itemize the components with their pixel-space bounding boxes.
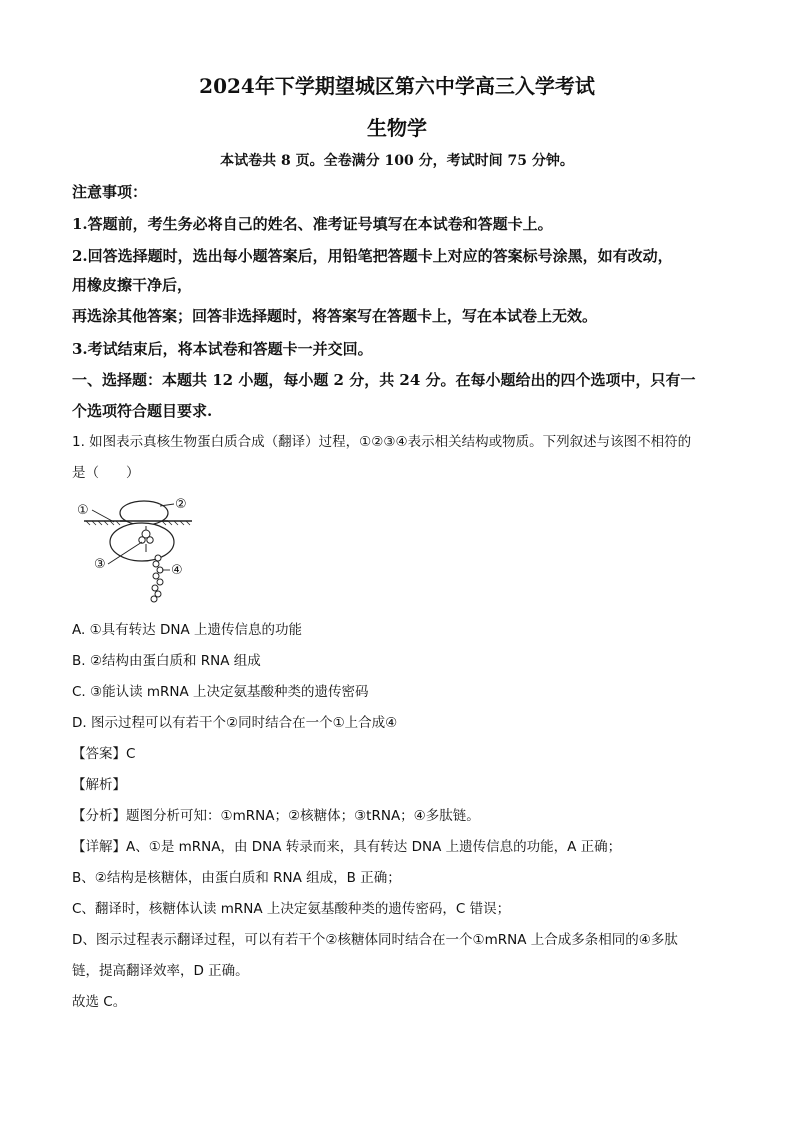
analysis-tag: 【解析】 <box>72 777 126 793</box>
section-heading-b: 个选项符合题目要求. <box>72 402 213 420</box>
fenxi-line <box>72 805 732 827</box>
figure-label-4: ④ <box>171 563 183 578</box>
figure-label-2: ② <box>175 497 187 512</box>
answer-value: C <box>126 746 136 762</box>
xiangjie-line-d2: 链，提高翻译效率，D 正确。 <box>72 963 249 979</box>
translation-diagram <box>72 492 202 607</box>
xiangjie-tag: 【详解】 <box>72 839 126 855</box>
xiangjie-text-a: A、①是 mRNA，由 DNA 转录而来，具有转达 DNA 上遗传信息的功能，A 正确； <box>126 839 622 855</box>
option-d: D. 图示过程可以有若干个②同时结合在一个①上合成④ <box>72 715 398 731</box>
option-b: B. ②结构由蛋白质和 RNA 组成 <box>72 653 261 669</box>
option-c: C. ③能认读 mRNA 上决定氨基酸种类的遗传密码 <box>72 684 369 700</box>
figure-label-1: ① <box>77 503 89 518</box>
xiangjie-line-d1: D、图示过程表示翻译过程，可以有若干个②核糖体同时结合在一个①mRNA 上合成多条相同的④多肽 <box>72 932 678 948</box>
xiangjie-line-a <box>72 836 732 858</box>
note-item-3: 3.考试结束后，将本试卷和答题卡一并交回。 <box>72 340 373 358</box>
xiangjie-line-c: C、翻译时，核糖体认读 mRNA 上决定氨基酸种类的遗传密码，C 错误； <box>72 901 511 917</box>
question-stem-b: 是（ ） <box>72 465 140 481</box>
fenxi-tag: 【分析】 <box>72 808 126 824</box>
answer-tag: 【答案】 <box>72 746 126 762</box>
fenxi-text: 题图分析可知：①mRNA；②核糖体；③tRNA；④多肽链。 <box>126 808 480 824</box>
answer-line <box>72 743 732 765</box>
xiangjie-line-b: B、②结构是核糖体，由蛋白质和 RNA 组成，B 正确； <box>72 870 401 886</box>
notes-heading: 注意事项： <box>72 183 148 201</box>
conclusion: 故选 C。 <box>72 994 127 1010</box>
question-stem-a: 1. 如图表示真核生物蛋白质合成（翻译）过程，①②③④表示相关结构或物质。下列叙述与该图不相符的 <box>72 434 692 450</box>
subject-title: 生物学 <box>367 116 427 140</box>
polypeptide-chain <box>151 555 163 602</box>
section-heading-a: 一、选择题：本题共 12 小题，每小题 2 分，共 24 分。在每小题给出的四个选项中，只有一 <box>72 371 696 389</box>
note-item-2b: 用橡皮擦干净后， <box>72 276 193 294</box>
exam-intro: 本试卷共 8 页。全卷满分 100 分，考试时间 75 分钟。 <box>220 153 574 169</box>
figure-label-3: ③ <box>94 557 106 572</box>
note-item-2c: 再选涂其他答案；回答非选择题时，将答案写在答题卡上，写在本试卷上无效。 <box>72 307 598 325</box>
option-a: A. ①具有转达 DNA 上遗传信息的功能 <box>72 622 302 638</box>
exam-title: 2024年下学期望城区第六中学高三入学考试 <box>199 74 595 98</box>
note-item-1: 1.答题前，考生务必将自己的姓名、准考证号填写在本试卷和答题卡上。 <box>72 215 553 233</box>
note-item-2a: 2.回答选择题时，选出每小题答案后，用铅笔把答题卡上对应的答案标号涂黑，如有改动， <box>72 247 673 265</box>
